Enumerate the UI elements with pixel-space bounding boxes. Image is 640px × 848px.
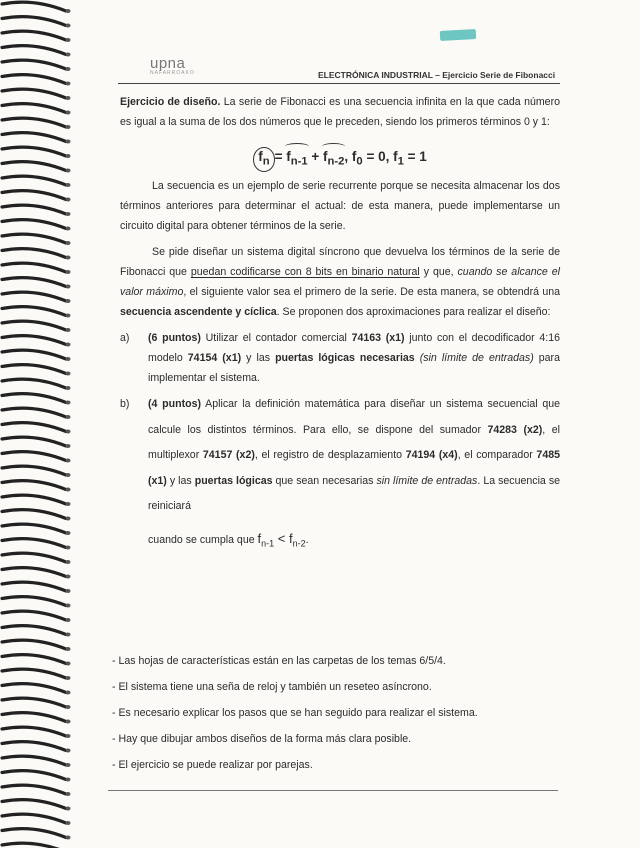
binding-hole [66,560,71,564]
binding-hole [66,473,71,477]
binding-hole [66,256,71,260]
notes-list [112,648,572,778]
footer-divider [108,790,558,791]
spiral-coil [2,582,66,591]
spiral-coil [2,307,66,316]
binding-hole [66,633,71,637]
binding-hole [66,720,71,724]
spiral-coil [2,379,66,388]
binding-hole [66,343,71,347]
binding-hole [66,531,71,535]
list-item-a: a) (6 puntos) Utilizar el contador comercial 74163 (x1) junto con el decodificador 4:16 modelo 74154 (x1) y las puertas lógicas necesarias (sin límite de entradas) para implementar el sistema. [120,332,560,384]
spiral-coil [2,408,66,417]
paragraph-recurrence: La secuencia es un ejemplo de serie recurrente porque se necesita almacenar los dos términos anteriores para determinar el actual: de esta manera, puede implementarse un circuito digital para obtener términos de la serie. [120,180,560,232]
binding-hole [66,502,71,506]
binding-hole [66,111,71,115]
binding-hole [66,401,71,405]
binding-hole [66,821,71,825]
binding-hole [66,227,71,231]
spiral-coil [2,147,66,156]
note-item: - Hay que dibujar ambos diseños de la forma más clara posible. [112,733,412,745]
spiral-coil [2,452,66,461]
university-logo [150,55,195,76]
spiral-coil [2,278,66,287]
binding-hole [66,575,71,579]
spiral-coil [2,162,66,171]
binding-hole [66,96,71,100]
binding-hole [66,125,71,129]
binding-hole [66,836,71,840]
spiral-coil [2,742,66,751]
spiral-coil [2,220,66,229]
spiral-coil [2,785,66,794]
binding-hole [66,53,71,57]
spiral-coil [2,814,66,823]
intro-paragraph: Ejercicio de diseño. La serie de Fibonacci es una secuencia infinita en la que cada número es igual a la suma de los dos números que le preceden, siendo los primeros términos 0 y 1: [120,96,560,128]
spiral-coil [2,611,66,620]
binding-hole [66,67,71,71]
binding-hole [66,749,71,753]
note-item: - El sistema tiene una seña de reloj y también un reseteo asíncrono. [112,681,432,693]
binding-hole [66,198,71,202]
binding-hole [66,778,71,782]
intro-heading: Ejercicio de diseño. [120,96,221,108]
spiral-coil [2,191,66,200]
spiral-coil [2,481,66,490]
spiral-coil [2,292,66,301]
spiral-coil [2,234,66,243]
spiral-coil [2,843,66,848]
spiral-coil [2,263,66,272]
fibonacci-equation: $f_n = f_{n-1} + f_{n-2}$, $f_0 = 0$, $f_1 = 1$ [120,146,560,168]
binding-hole [66,691,71,695]
spiral-coil [2,771,66,780]
spiral-binding [0,0,74,848]
tape-mark [440,29,476,41]
logo-text: upna [150,55,186,72]
spiral-coil [2,640,66,649]
spiral-coil [2,698,66,707]
spiral-coil [2,495,66,504]
spiral-coil [2,205,66,214]
list-item-b: b) (4 puntos) Aplicar la definición matemática para diseñar un sistema secuencial que calcule los distintos términos. Para ello, se dispone del sumador 74283 (x2), el multiplexor 74157 (x2), el registro de desplazamiento 74194 (x4), el comparador 7485 (x1) y las puertas lógicas que sean necesarias sin límite de entradas. La secuencia se reiniciará cuando se cumpla que $f_{n-1} < f_{n-2}$. [120,392,560,557]
binding-hole [66,589,71,593]
header-title: ELECTRÓNICA INDUSTRIAL – Ejercicio Serie de Fibonacci [318,70,556,80]
binding-hole [66,212,71,216]
note-item: - Es necesario explicar los pasos que se han seguido para realizar el sistema. [112,707,478,719]
binding-hole [66,546,71,550]
binding-hole [66,662,71,666]
spiral-coil [2,350,66,359]
binding-hole [66,24,71,28]
spiral-coil [2,669,66,678]
spiral-coil [2,727,66,736]
binding-hole [66,169,71,173]
spiral-coil [2,46,66,55]
spiral-coil [2,597,66,606]
binding-hole [66,285,71,289]
spiral-coil [2,60,66,69]
binding-hole [66,430,71,434]
binding-hole [66,140,71,144]
binding-hole [66,357,71,361]
spiral-coil [2,553,66,562]
spiral-coil [2,626,66,635]
spiral-coil [2,17,66,26]
binding-hole [66,676,71,680]
binding-hole [66,604,71,608]
logo-subtext: NAFARROAKO [150,70,195,76]
spiral-coil [2,829,66,838]
approach-list [120,328,560,557]
spiral-coil [2,31,66,40]
binding-hole [66,618,71,622]
spiral-coil [2,2,66,11]
header-divider [118,83,560,84]
term-n-2: $f_{n-2}$ [323,146,344,173]
binding-hole [66,763,71,767]
spiral-coil [2,684,66,693]
binding-hole [66,328,71,332]
spiral-coil [2,133,66,142]
binding-hole [66,459,71,463]
spiral-coil [2,75,66,84]
spiral-coil [2,713,66,722]
note-item: - El ejercicio se puede realizar por parejas. [112,759,313,771]
binding-hole [66,241,71,245]
binding-hole [66,734,71,738]
spiral-coil [2,423,66,432]
binding-hole [66,183,71,187]
term-n-1: $f_{n-1}$ [286,146,307,173]
binding-hole [66,792,71,796]
spiral-coil [2,336,66,345]
binding-hole [66,444,71,448]
spiral-coil [2,510,66,519]
binding-hole [66,647,71,651]
spiral-coil [2,655,66,664]
binding-hole [66,154,71,158]
spiral-coil [2,466,66,475]
binding-hole [66,705,71,709]
binding-hole [66,415,71,419]
spiral-coil [2,524,66,533]
spiral-coil [2,756,66,765]
binding-hole [66,270,71,274]
binding-hole [66,299,71,303]
spiral-coil [2,104,66,113]
spiral-coil [2,539,66,548]
reset-condition: cuando se cumpla que $f_{n-1} < f_{n-2}$. [148,530,309,549]
paragraph-task: Se pide diseñar un sistema digital síncrono que devuelva los términos de la serie de Fibonacci que puedan codificarse con 8 bits en binario natural y que, cuando se alcance el valor máximo, el siguiente valor sea el primero de la serie. De esta manera, se obtendrá una secuencia ascendente y cíclica. Se proponen dos aproximaciones para realizar el diseño: [120,246,560,318]
spiral-coil [2,568,66,577]
spiral-coil [2,394,66,403]
spiral-coil [2,118,66,127]
binding-hole [66,807,71,811]
note-item: - Las hojas de características están en las carpetas de los temas 6/5/4. [112,655,446,667]
binding-hole [66,517,71,521]
binding-hole [66,314,71,318]
spiral-coil [2,249,66,258]
binding-hole [66,386,71,390]
circled-term: $f_n$ [253,147,274,172]
spiral-coil [2,800,66,809]
binding-hole [66,82,71,86]
spiral-coil [2,365,66,374]
spiral-coil [2,89,66,98]
binding-hole [66,9,71,13]
spiral-coil [2,321,66,330]
binding-hole [66,488,71,492]
spiral-coil [2,176,66,185]
spiral-coil [2,437,66,446]
exercise-body [120,92,560,561]
binding-hole [66,372,71,376]
binding-hole [66,38,71,42]
